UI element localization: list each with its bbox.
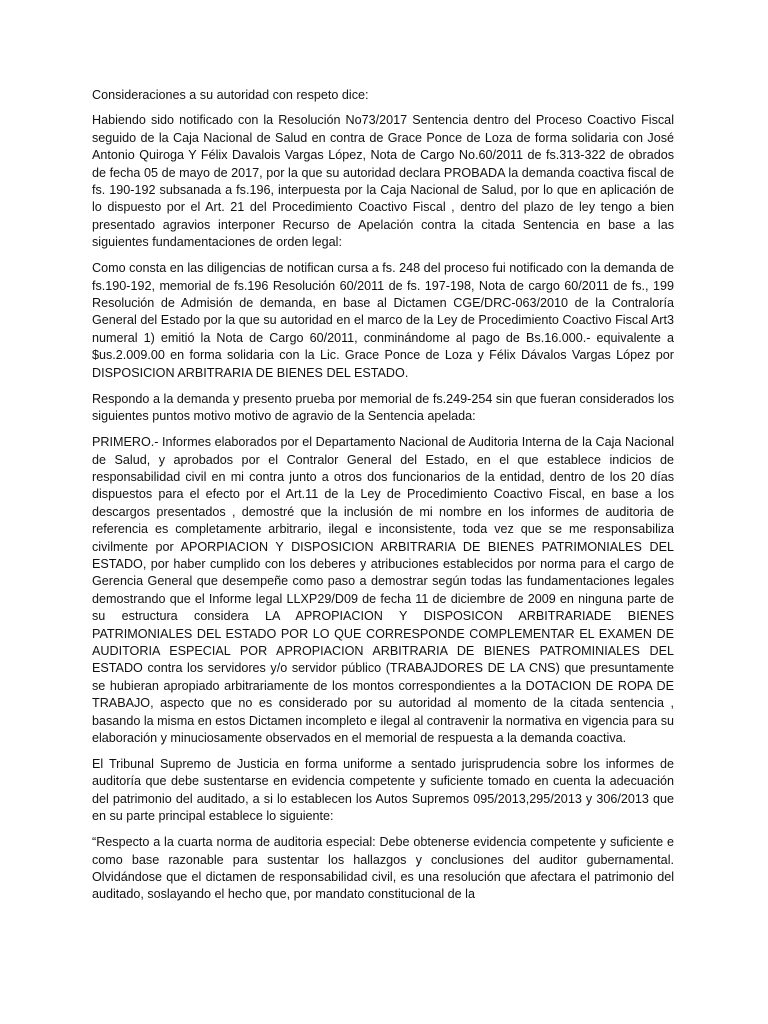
document-heading: Consideraciones a su autoridad con respeto dice:: [92, 88, 369, 102]
paragraph-diligences: Como consta en las diligencias de notifican cursa a fs. 248 del proceso fui notificado con la demanda de fs.190-192, memorial de fs.196 Resolución 60/2011 de fs. 197-198, Nota de cargo 60/2011 de fs., 199 Resolución de Admisión de demanda, en base al Dictamen CGE/DRC-063/2010 de la Contraloría General del Estado por la que su autoridad en el marco de la Ley de Procedimiento Coactivo Fiscal Art3 numeral 1) emitió la Nota de Cargo 60/2011, conminándome al pago de Bs.16.000.- equivalente a $us.2.009.00 en forma solidaria con la Lic. Grace Ponce de Loza y Félix Dávalos Vargas López por DISPOSICION ARBITRARIA DE BIENES DEL ESTADO.: [92, 261, 674, 380]
paragraph-primero: PRIMERO.- Informes elaborados por el Departamento Nacional de Auditoria Interna de la Caja Nacional de Salud, y aprobados por el Contralor General del Estado, en el que establece indicios de responsabilidad civil en mi contra junto a otros dos funcionarios de la entidad, dentro de los 20 días dispuestos para el efecto por el Art.11 de la Ley de Procedimiento Coactivo Fiscal, en base a los descargos presentados , demostré que la inclusión de mi nombre en los informes de auditoria de referencia es completamente arbitrario, ilegal e inconsistente, toda vez que se me responsabiliza civilmente por APORPIACION Y DISPOSICION ARBITRARIA DE BIENES PATRIMONIALES DEL ESTADO, por haber cumplido con los deberes y atribuciones establecidos por norma para el cargo de Gerencia General que desempeñe como paso a demostrar según todas las fundamentaciones legales demostrando que el Informe legal LLXP29/D09 de fecha 11 de diciembre de 2009 en ninguna parte de su estructura considera LA APROPIACION Y DISPOSICON ARBITRARIADE BIENES PATRIMONIALES DEL ESTADO POR LO QUE CORRESPONDE COMPLEMENTAR EL EXAMEN DE AUDITORIA ESPECIAL POR APROPIACION ARBITRARIA DE BIENES PATROMINIALES DEL ESTADO contra los servidores y/o servidor público (TRABAJDORES DE LA CNS) que presuntamente se hubieran apropiado arbitrariamente de los montos correspondientes a la DOTACION DE ROPA DE TRABAJO, aspecto que no es considerado por su autoridad al momento de la citada sentencia , basando la misma en estos Dictamen incompleto e ilegal al contravenir la normativa en vigencia para su elaboración y minuciosamente observados en el memorial de respuesta a la demanda coactiva.: [92, 435, 674, 745]
paragraph-response: Respondo a la demanda y presento prueba por memorial de fs.249-254 sin que fueran considerados los siguientes puntos motivo motivo de agravio de la Sentencia apelada:: [92, 391, 674, 424]
paragraph-tribunal: El Tribunal Supremo de Justicia en forma uniforme a sentado jurisprudencia sobre los informes de auditoría que debe sustentarse en evidencia competente y suficiente tomado en cuenta la adecuación del patrimonio del auditado, a si lo establecen los Autos Supremos 095/2013,295/2013 y 306/2013 que en su parte principal establece lo siguiente:: [92, 757, 674, 824]
document-page: [92, 87, 674, 912]
paragraph-notification: Habiendo sido notificado con la Resolución No73/2017 Sentencia dentro del Proceso Coactivo Fiscal seguido de la Caja Nacional de Salud en contra de Grace Ponce de Loza de forma solidaria con José Antonio Quiroga Y Félix Davalois Vargas López, Nota de Cargo No.60/2011 de fs.313-322 de obrados de fecha 05 de mayo de 2017, por la que su autoridad declara PROBADA la demanda coactiva fiscal de fs. 190-192 subsanada a fs.196, interpuesta por la Caja Nacional de Salud, por lo que en aplicación de lo dispuesto por el Art. 21 del Procedimiento Coactivo Fiscal , dentro del plazo de ley tengo a bien presentado agravios interponer Recurso de Apelación contra la citada Sentencia en base a las siguientes fundamentaciones de orden legal:: [92, 113, 674, 250]
paragraph-quote: “Respecto a la cuarta norma de auditoria especial: Debe obtenerse evidencia competente y suficiente e como base razonable para sustentar los hallazgos y conclusiones del auditor gubernamental. Olvidándose que el dictamen de responsabilidad civil, es una resolución que afectara el patrimonio del auditado, soslayando el hecho que, por mandato constitucional de la: [92, 835, 674, 902]
